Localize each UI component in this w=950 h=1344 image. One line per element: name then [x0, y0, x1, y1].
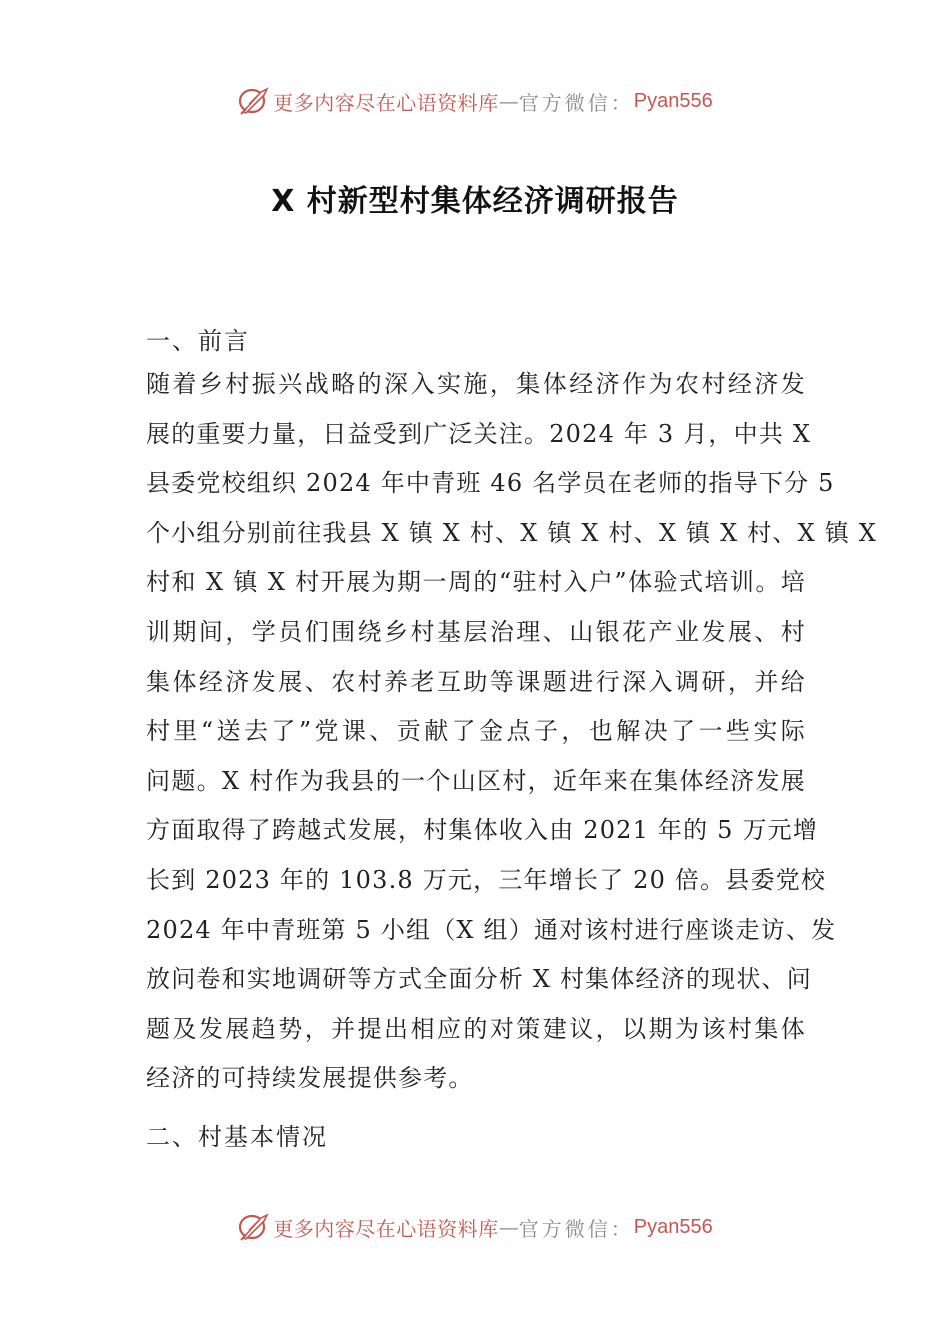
quill-pen-logo-icon — [237, 86, 271, 116]
watermark-main-text: 更多内容尽在心语资料库 — [273, 1216, 499, 1241]
watermark-separator: — — [498, 89, 519, 113]
paragraph-line: 问题。X 村作为我县的一个山区村，近年来在集体经济发展 — [146, 766, 806, 795]
body-paragraph — [146, 360, 878, 1104]
paragraph-line: 训期间，学员们围绕乡村基层治理、山银花产业发展、村 — [146, 617, 806, 646]
section-heading-preface: 一、前言 — [146, 327, 250, 355]
paragraph-line: 村和 X 镇 X 村开展为期一周的“驻村入户”体验式培训。培 — [146, 568, 806, 597]
section-heading-village-overview: 二、村基本情况 — [146, 1123, 328, 1151]
watermark-wechat-label: 官方微信： — [518, 1216, 634, 1241]
paragraph-line: 2024 年中青班第 5 小组（X 组）通对该村进行座谈走访、发 — [146, 915, 837, 944]
quill-pen-logo-icon — [237, 1212, 271, 1242]
paragraph-line: 村里“送去了”党课、贡献了金点子，也解决了一些实际 — [146, 717, 806, 746]
paragraph-line: 方面取得了跨越式发展，村集体收入由 2021 年的 5 万元增 — [146, 816, 819, 845]
watermark-separator: — — [498, 1215, 519, 1239]
paragraph-line: 长到 2023 年的 103.8 万元，三年增长了 20 倍。县委党校 — [146, 865, 827, 894]
paragraph-line: 题及发展趋势，并提出相应的对策建议，以期为该村集体 — [146, 1014, 806, 1043]
document-title: X 村新型村集体经济调研报告 — [271, 184, 679, 219]
paragraph-line: 经济的可持续发展提供参考。 — [146, 1064, 474, 1093]
paragraph-line: 个小组分别前往我县 X 镇 X 村、X 镇 X 村、X 镇 X 村、X 镇 X — [146, 518, 878, 547]
watermark-wechat-id: Pyan556 — [633, 1215, 713, 1238]
paragraph-line: 随着乡村振兴战略的深入实施，集体经济作为农村经济发 — [146, 370, 806, 398]
header-watermark — [0, 86, 950, 116]
watermark-wechat-label: 官方微信： — [518, 90, 634, 115]
watermark-wechat-id: Pyan556 — [633, 89, 713, 112]
paragraph-line: 县委党校组织 2024 年中青班 46 名学员在老师的指导下分 5 — [146, 469, 835, 498]
paragraph-line: 集体经济发展、农村养老互助等课题进行深入调研，并给 — [146, 667, 806, 696]
watermark-main-text: 更多内容尽在心语资料库 — [273, 90, 499, 115]
paragraph-line: 展的重要力量，日益受到广泛关注。2024 年 3 月，中共 X — [146, 419, 812, 448]
paragraph-line: 放问卷和实地调研等方式全面分析 X 村集体经济的现状、问 — [146, 965, 812, 994]
footer-watermark — [0, 1212, 950, 1242]
